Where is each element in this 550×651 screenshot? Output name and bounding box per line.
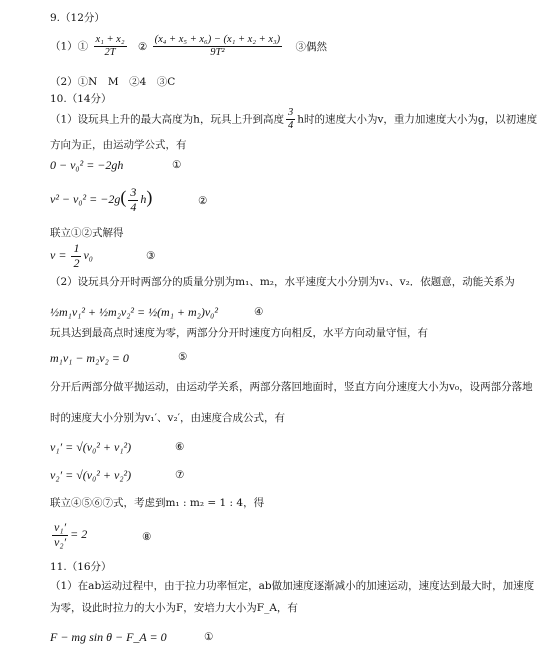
q10-eq3-frac [71, 242, 81, 271]
q11-para1-a: （1）在ab运动过程中，由于拉力功率恒定，ab做加速度逐渐减小的加速运动，速度达到最大时，加速度 [50, 580, 535, 592]
q10-eq8-frac [52, 521, 68, 550]
q10-eq2: v² − v₀² = −2g( $\frac{3}{4}$ h) [50, 185, 153, 214]
q10-eq1-tag: ① [172, 159, 182, 171]
q9-circ2: ② [137, 40, 148, 53]
q9-fraction-2 [153, 34, 283, 59]
q10-eq8-frac-num: v₁′ [54, 520, 67, 534]
q10-para2: （2）设玩具分开时两部分的质量分别为m₁、m₂，水平速度大小分别为v₁、v₂．依题意，动能关系为 [50, 276, 515, 288]
q9-fraction-2-den: 9T² [210, 47, 225, 59]
q10-joint2: 联立④⑤⑥⑦式，考虑到m₁ : m₂ = 1 : 4，得 [50, 497, 265, 509]
q10-frac-3-4-den: 4 [287, 120, 294, 132]
q10-eq2-a: v² − v₀² = −2g [50, 192, 121, 207]
q10-eq8 [50, 521, 87, 550]
q9-part1 [50, 34, 327, 59]
q10-eq4-tag: ④ [254, 306, 264, 318]
q11-heading: 11.（16分） [50, 561, 112, 573]
q10-eq2-tag: ② [198, 195, 208, 207]
q9-circ3: ③偶然 [295, 40, 327, 53]
q10-heading: 10.（14分） [50, 93, 112, 105]
q10-eq2-frac-den: 4 [130, 199, 137, 214]
q10-para4-a: 分开后两部分做平抛运动，由运动学关系，两部分落回地面时，竖直方向分速度大小为v₀，设两部分落地 [50, 381, 533, 393]
q10-eq2-frac-num: 3 [130, 185, 137, 199]
q10-eq7-tag: ⑦ [175, 469, 185, 481]
q10-para1-a: （1）设玩具上升的最大高度为h，玩具上升到高度 [50, 113, 284, 126]
q9-fraction-1 [94, 34, 127, 59]
q10-frac-3-4-num: 3 [286, 107, 295, 120]
q9-part1-prefix: （1）① [50, 40, 89, 53]
q11-eq1-tag: ① [204, 631, 214, 643]
q10-joint1: 联立①②式解得 [50, 227, 124, 239]
q10-eq3 [50, 242, 93, 271]
q9-heading: 9.（12分） [50, 12, 105, 24]
q10-para4-b: 时的速度大小分别为v₁′、v₂′，由速度合成公式，有 [50, 412, 286, 424]
q10-frac-3-4 [286, 107, 295, 132]
q9-fraction-2-num: (x₄ + x₅ + x₆) − (x₁ + x₂ + x₃) [153, 34, 283, 47]
q10-eq4: ½m₁v₁² + ½m₂v₂² = ½(m₁ + m₂)v₀² [50, 305, 218, 319]
q10-eq3-a: v = [50, 248, 67, 263]
q11-eq1: F − mg sin θ − F_A = 0 [50, 630, 167, 644]
q10-eq6: v₁′ = √(v₀² + v₁²) [50, 440, 132, 454]
q10-eq3-tag: ③ [146, 250, 156, 262]
q9-fraction-1-den: 2T [104, 47, 116, 59]
q9-part2: （2）①N M ②4 ③C [50, 76, 176, 88]
q10-eq6-tag: ⑥ [175, 441, 185, 453]
q10-eq5: m₁v₁ − m₂v₂ = 0 [50, 351, 129, 365]
q10-eq1: 0 − v₀² = −2gh [50, 158, 124, 172]
q10-eq2-h: h [140, 192, 147, 207]
q10-para3: 玩具达到最高点时速度为零，两部分分开时速度方向相反，水平方向动量守恒，有 [50, 327, 428, 339]
q10-eq8-b: = 2 [70, 527, 88, 542]
q10-para1 [50, 107, 537, 132]
q10-eq3-frac-num: 1 [73, 241, 80, 255]
q10-eq8-tag: ⑧ [142, 531, 152, 543]
q10-para1-c: 方向为正，由运动学公式，有 [50, 139, 187, 151]
q10-eq7: v₂′ = √(v₀² + v₂²) [50, 468, 132, 482]
q10-para1-b: h时的速度大小为v，重力加速度大小为g，以初速度 [297, 113, 538, 126]
q10-eq3-frac-den: 2 [73, 255, 80, 270]
q10-eq5-tag: ⑤ [178, 351, 188, 363]
q11-para1-b: 为零，设此时拉力的大小为F，安培力大小为F_A，有 [50, 602, 298, 614]
q10-eq3-b: v₀ [83, 248, 93, 263]
q10-eq8-frac-den: v₂′ [54, 534, 67, 549]
q10-eq2-frac [128, 186, 138, 215]
q9-fraction-1-num: x₁ + x₂ [94, 34, 127, 47]
